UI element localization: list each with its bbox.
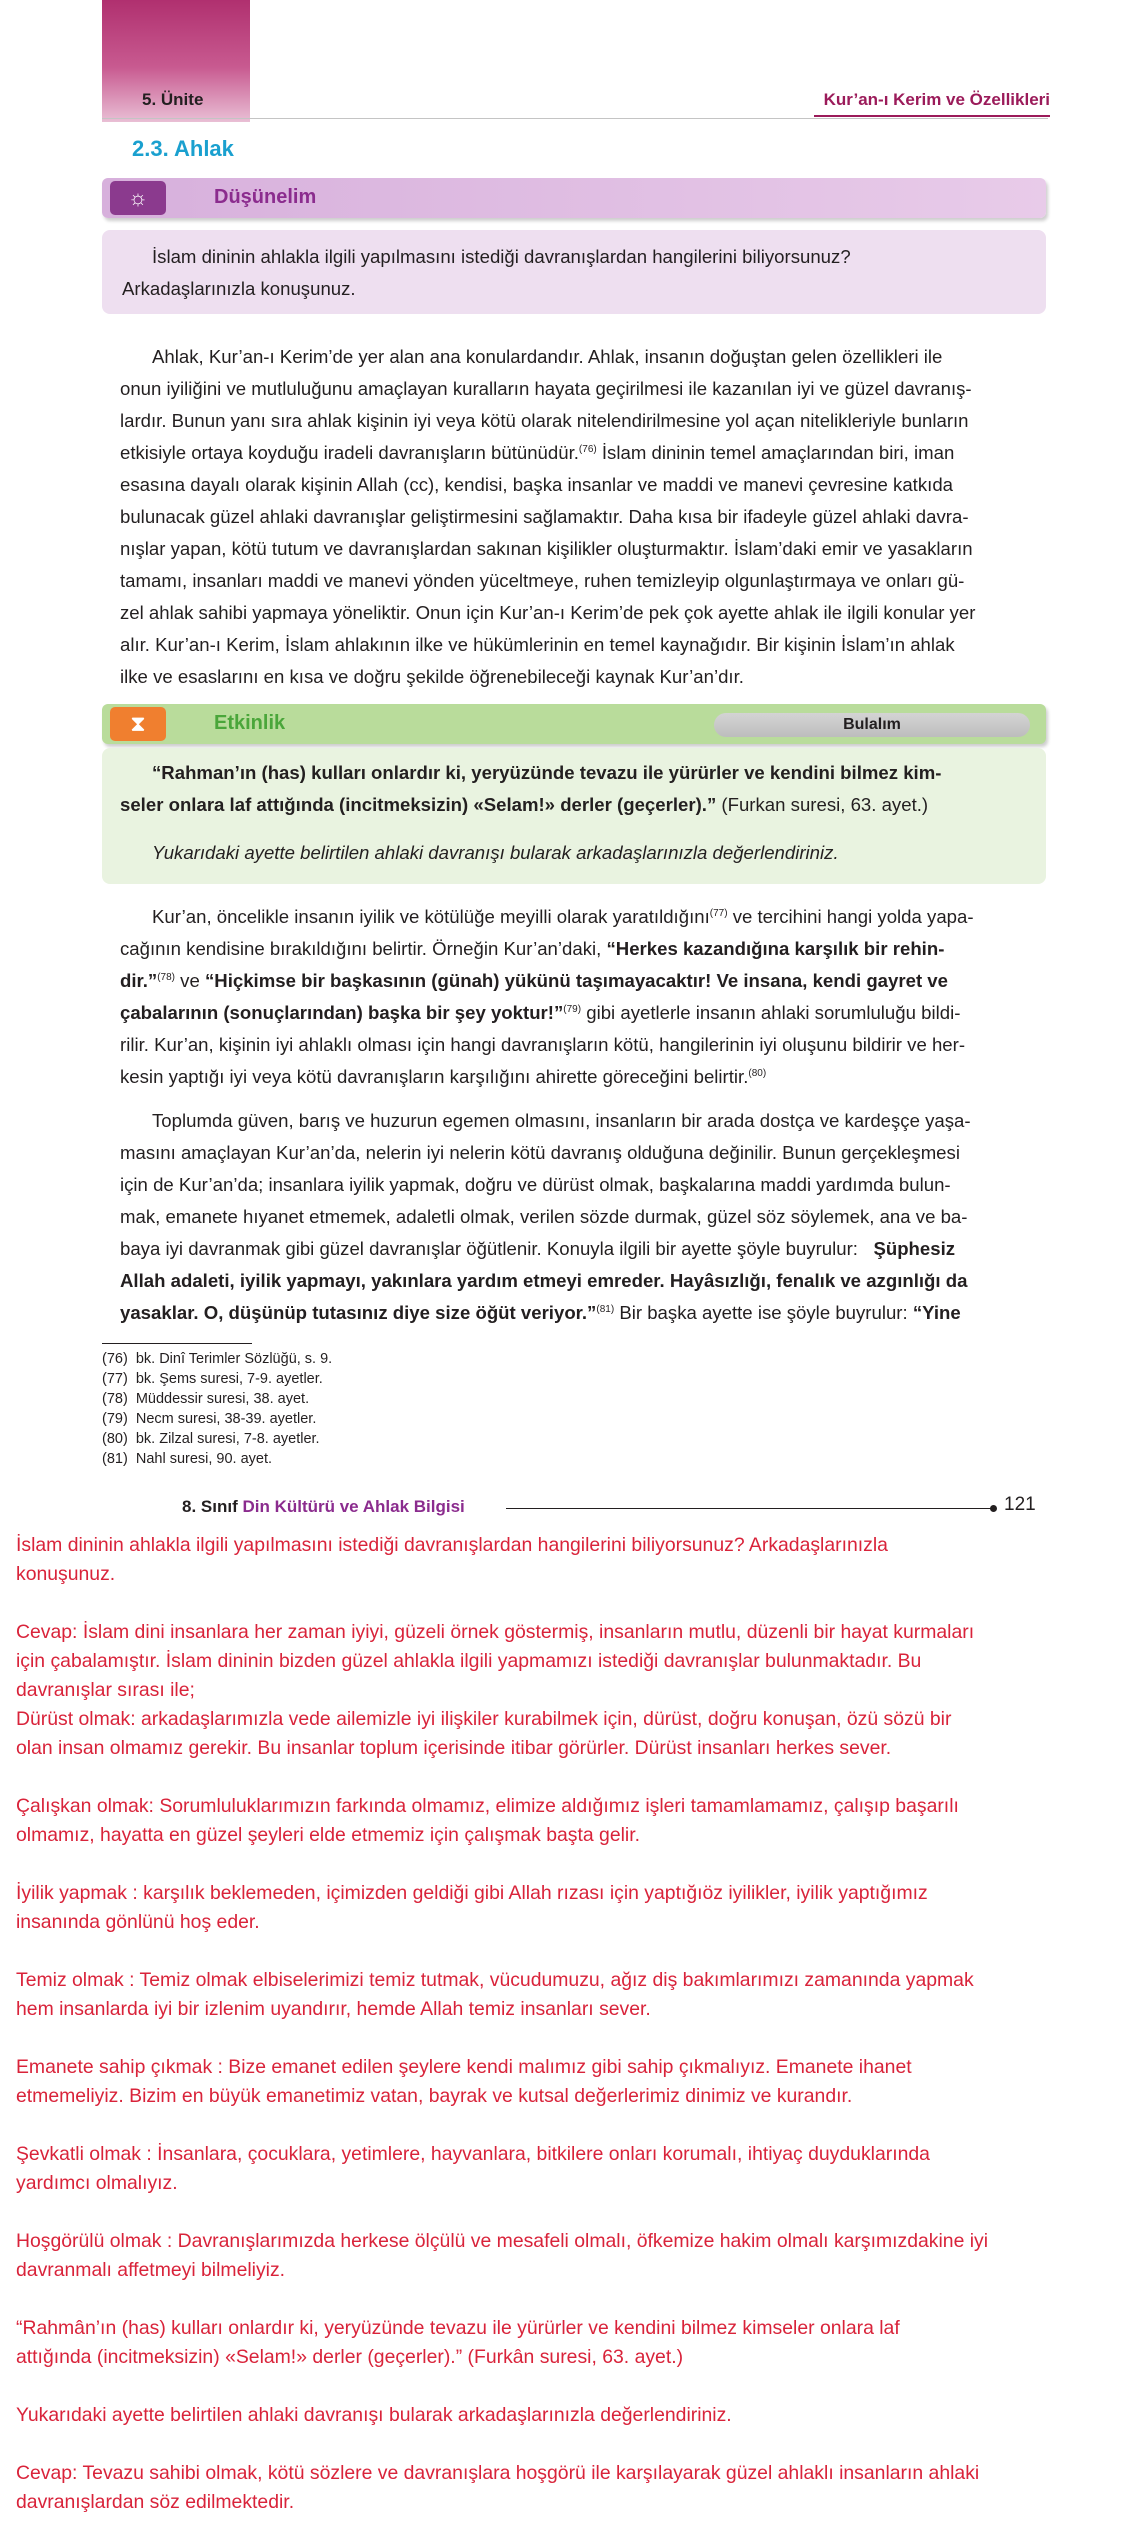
footnote: (77) bk. Şems suresi, 7-9. ayetler. [102,1371,323,1387]
footnote: (79) Necm suresi, 38-39. ayetler. [102,1411,317,1427]
footnote-ref: (77) [709,907,728,919]
text-line: yasaklar. O, düşünüp tutasınız diye size öğüt veriyor.”$^{(81)}$ Bir başka ayette ise şöyle buyrulur: “Yine [120,1302,961,1323]
etkinlik-label: Etkinlik [214,712,286,734]
dusunelim-label: Düşünelim [214,186,317,208]
answer-line: “Rahmân’ın (has) kulları onlardır ki, yeryüzünde tevazu ile yürürler ve kendini bilmez kimseler onlara laf [16,2317,900,2339]
page-number: 121 [1004,1494,1036,1515]
text-line: etkisiyle ortaya koyduğu iradeli davranışların bütünüdür.$^{(76)}$ İslam dininin temel amaçlarından biri, iman [120,442,955,463]
text-line: çabalarının (sonuçlarından) başka bir şey yoktur!”$^{(79)}$ gibi ayetlerle insanın ahlaki sorumluluğu bildi- [120,1002,961,1023]
text-line: Kur’an, öncelikle insanın iyilik ve kötülüğe meyilli olarak yaratıldığını$^{(77)}$ ve tercihini hangi yolda yapa- [152,906,974,927]
text-line: masını amaçlayan Kur’an’da, nelerin iyi nelerin kötü davranış olduğuna değinilir. Bunun gerçekleşmesi [120,1142,960,1163]
dusunelim-line: İslam dininin ahlakla ilgili yapılmasını istediği davranışlardan hangilerini biliyorsunuz? [152,246,851,267]
answer-line: İyilik yapmak : karşılık beklemeden, içimizden geldiği gibi Allah rızası için yaptığıöz iyilikler, iyilik yaptığımız [16,1882,928,1904]
answer-line: için çabalamıştır. İslam dininin bizden güzel ahlakla ilgili yapmamızı istediği davranışlar bulunmaktadır. Bu [16,1650,922,1672]
text-line: esasına dayalı olarak kişinin Allah (cc), kendisi, başka insanlar ve maddi ve manevi çevresine katkıda [120,474,953,495]
answer-line: attığında (incitmeksizin) «Selam!» derler (geçerler).” (Furkân suresi, 63. ayet.) [16,2346,684,2368]
text-line: için de Kur’an’da; insanlara iyilik yapmak, doğru ve dürüst olmak, başkalarına maddi yardımda bulun- [120,1174,951,1195]
dusunelim-line: Arkadaşlarınızla konuşunuz. [122,278,356,299]
text-line: kesin yaptığı iyi veya kötü davranışların karşılığını ahirette göreceğini belirtir.$^{(80)}$ [120,1066,767,1087]
answer-line: Şevkatli olmak : İnsanlara, çocuklara, yetimlere, hayvanlara, bitkilere onları korumalı, ihtiyaç duyduklarında [16,2143,930,2165]
footnote-ref: (80) [748,1067,767,1079]
bulalim-tag: Bulalım [714,713,1030,737]
dusunelim-box [102,230,1046,314]
brain-lightbulb-icon: ☼ [110,181,166,215]
answer-line: İslam dininin ahlakla ilgili yapılmasını istediği davranışlardan hangilerini biliyorsunuz? Arkadaşlarınızla [16,1534,888,1556]
answer-line: hem insanlarda iyi bir izlenim uyandırır, hemde Allah temiz insanları sever. [16,1998,651,2020]
text-line: Allah adaleti, iyilik yapmayı, yakınlara yardım etmeyi emreder. Hayâsızlığı, fenalık ve azgınlığı da [120,1270,968,1291]
answer-line: davranışlardan söz edilmektedir. [16,2491,295,2513]
footnote: (80) bk. Zilzal suresi, 7-8. ayetler. [102,1431,320,1447]
footnote-divider [102,1343,252,1344]
etkinlik-bar [102,704,1046,744]
text-line: ilke ve esaslarını en kısa ve doğru şekilde öğrenebileceği kaynak Kur’an’dır. [120,666,744,687]
answer-line: Temiz olmak : Temiz olmak elbiselerimizi temiz tutmak, vücudumuzu, ağız diş bakımlarımızı zamanında yapmak [16,1969,974,1991]
answer-line: Yukarıdaki ayette belirtilen ahlaki davranışı bularak arkadaşlarınızla değerlendiriniz. [16,2404,732,2426]
footnote-ref: (79) [563,1003,582,1015]
dusunelim-bar [102,178,1046,218]
text-line: alır. Kur’an-ı Kerim, İslam ahlakının ilke ve hükümlerinin en temel kaynağıdır. Bir kişinin İslam’ın ahlak [120,634,955,655]
text-line: rilir. Kur’an, kişinin iyi ahlaklı olması için hangi davranışların kötü, hangilerinin iyi oluşunu bildirir ve her- [120,1034,966,1055]
footnote: (78) Müddessir suresi, 38. ayet. [102,1391,310,1407]
answer-line: davranışlar sırası ile; [16,1679,195,1701]
page-footer: 8. Sınıf Din Kültürü ve Ahlak Bilgisi [182,1497,465,1516]
footnote-ref: (78) [157,971,175,983]
answer-line: olan insan olmamız gerekir. Bu insanlar toplum içerisinde itibar görürler. Dürüst insanları herkes sever. [16,1737,892,1759]
footnote-ref: (81) [596,1303,615,1315]
verse-line: seler onlara laf attığında (incitmeksizin) «Selam!» derler (geçerler).” (Furkan suresi, 63. ayet.) [120,794,929,815]
text-line: lardır. Bunun yanı sıra ahlak kişinin iyi veya kötü olarak nitelendirilmesine yol açan nitelikleriyle bunların [120,410,969,431]
verse-line: “Rahman’ın (has) kulları onlardır ki, yeryüzünde tevazu ile yürürler ve kendini bilmez kim- [152,762,942,783]
answer-line: Dürüst olmak: arkadaşlarımızla vede ailemizle iyi ilişkiler kurabilmek için, dürüst, doğru konuşan, özü sözü bir [16,1708,952,1730]
footer-rule [506,1508,994,1509]
text-line: nışlar yapan, kötü tutum ve davranışlardan sakınan kişilikler oluşturmaktır. İslam’daki emir ve yasakların [120,538,973,559]
chapter-title: Kur’an-ı Kerim ve Özellikleri [823,90,1050,109]
text-line: Ahlak, Kur’an-ı Kerim’de yer alan ana konulardandır. Ahlak, insanın doğuştan gelen özellikleri ile [152,346,943,367]
section-title: 2.3. Ahlak [132,136,234,161]
text-line: zel ahlak sahibi yapmaya yöneliktir. Onun için Kur’an-ı Kerim’de pek çok ayette ahlak ile ilgili konular yer [120,602,976,623]
answer-line: Emanete sahip çıkmak : Bize emanet edilen şeylere kendi malımız gibi sahip çıkmalıyız. Emanete ihanet [16,2056,912,2078]
etkinlik-box [102,748,1046,884]
footer-dot [990,1505,997,1512]
footnote-ref: (76) [578,443,597,455]
chapter-title-underline [814,115,1050,117]
footnote: (76) bk. Dinî Terimler Sözlüğü, s. 9. [102,1351,333,1367]
answer-line: etmemeliyiz. Bizim en büyük emanetimiz vatan, bayrak ve kutsal değerlerimiz dinimiz ve kurandır. [16,2085,853,2107]
text-line: onun iyiliğini ve mutluluğunu amaçlayan kuralların hayata geçirilmesi ile kazanılan iyi ve güzel davranış- [120,378,972,399]
text-line: dir.”$^{(78)}$ ve “Hiçkimse bir başkasının (günah) yükünü taşımayacaktır! Ve insana, kendi gayret ve [120,970,948,991]
answer-line: Çalışkan olmak: Sorumluluklarımızın farkında olmamız, elimize aldığımız işleri tamamlamamız, çalışıp başarılı [16,1795,959,1817]
text-line: baya iyi davranmak gibi güzel davranışlar öğütlenir. Konuyla ilgili bir ayette şöyle buyrulur: Şüphesiz [120,1238,956,1259]
text-line: mak, emanete hıyanet etmemek, adaletli olmak, verilen sözde durmak, güzel söz söylemek, ana ve ba- [120,1206,968,1227]
answer-line: olmamız, hayatta en güzel şeyleri elde etmemiz için çalışmak başta gelir. [16,1824,641,1846]
answer-line: Cevap: Tevazu sahibi olmak, kötü sözlere ve davranışlara hoşgörü ile karşılayarak güzel ahlaklı insanların ahlaki [16,2462,980,2484]
answer-line: davranmalı affetmeyi bilmeliyiz. [16,2259,286,2281]
answer-line: Cevap: İslam dini insanlara her zaman iyiyi, güzeli örnek göstermiş, insanların mutlu, düzenli bir hayat kurmaları [16,1621,975,1643]
etkinlik-instruction: Yukarıdaki ayette belirtilen ahlaki davranışı bularak arkadaşlarınızla değerlendiriniz. [152,842,839,863]
text-line: cağının kendisine bırakıldığını belirtir. Örneğin Kur’an’daki, “Herkes kazandığına karşılık bir rehin- [120,938,945,959]
answer-line: konuşunuz. [16,1563,116,1585]
hourglass-icon: ⧗ [110,707,166,741]
answer-line: insanında gönlünü hoş eder. [16,1911,260,1933]
text-line: bulunacak güzel ahlaki davranışlar geliştirmesini sağlamaktır. Daha kısa bir ifadeyle güzel ahlaki davra- [120,506,969,527]
answer-line: Hoşgörülü olmak : Davranışlarımızda herkese ölçülü ve mesafeli olmalı, öfkemize hakim olmalı karşımızdakine iyi [16,2230,989,2252]
answer-line: yardımcı olmalıyız. [16,2172,178,2194]
footnote: (81) Nahl suresi, 90. ayet. [102,1451,273,1467]
text-line: tamamı, insanları maddi ve manevi yönden yüceltmeye, ruhen temizleyip olgunlaştırmaya ve onları gü- [120,570,965,591]
unit-label: 5. Ünite [142,90,204,109]
text-line: Toplumda güven, barış ve huzurun egemen olmasını, insanların bir arada dostça ve kardeşçe yaşa- [152,1110,971,1131]
header-divider [102,118,1048,119]
